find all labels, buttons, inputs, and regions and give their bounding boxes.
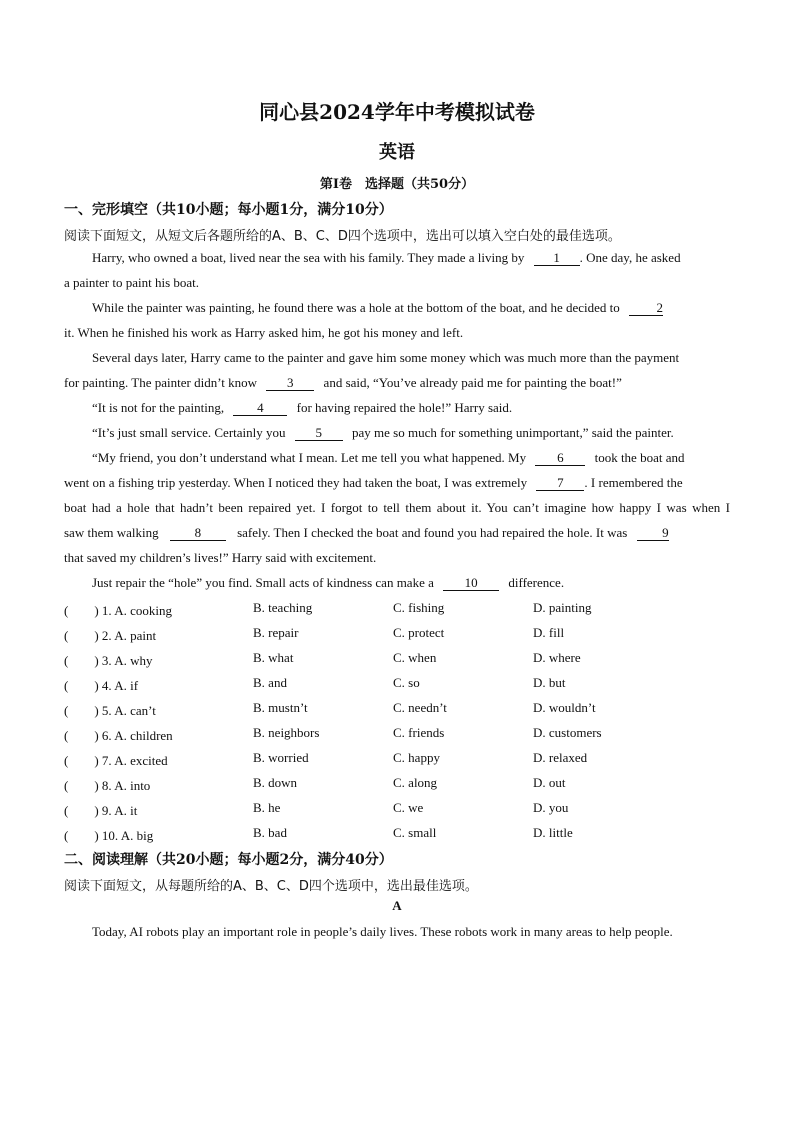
text: While the painter was painting, he found there was a hole at the bottom of the boat, and he decided to <box>92 300 620 315</box>
option-a[interactable]: ( ) 7. A. excited <box>64 753 168 768</box>
paragraph-line: it. When he finished his work as Harry asked him, he got his money and left. <box>64 325 464 340</box>
option-b[interactable]: B. repair <box>253 625 299 640</box>
option-row <box>64 600 744 618</box>
blank-9[interactable]: 9 <box>637 526 669 541</box>
option-d[interactable]: D. where <box>533 650 581 665</box>
option-row <box>64 825 744 843</box>
part-title: 第Ⅰ卷 选择题（共50分） <box>319 177 475 192</box>
option-d[interactable]: D. customers <box>533 725 602 740</box>
option-c[interactable]: C. small <box>393 825 437 840</box>
option-c[interactable]: C. fishing <box>393 600 445 615</box>
option-d[interactable]: D. but <box>533 675 566 690</box>
text: “My friend, you don’t understand what I mean. Let me tell you what happened. My <box>92 450 527 465</box>
option-row <box>64 775 744 793</box>
option-c[interactable]: C. protect <box>393 625 445 640</box>
blank-1[interactable]: 1 <box>534 251 580 266</box>
text: went on a fishing trip yesterday. When I noticed they had taken the boat, I was extremely <box>64 475 528 490</box>
text: for painting. The painter didn’t know <box>64 375 258 390</box>
option-row <box>64 625 744 643</box>
option-b[interactable]: B. what <box>253 650 294 665</box>
blank-6[interactable]: 6 <box>535 451 585 466</box>
option-c[interactable]: C. along <box>393 775 438 790</box>
option-b[interactable]: B. he <box>253 800 281 815</box>
option-d[interactable]: D. fill <box>533 625 565 640</box>
option-a[interactable]: ( ) 2. A. paint <box>64 628 157 643</box>
option-c[interactable]: C. needn’t <box>393 700 447 715</box>
option-c[interactable]: C. happy <box>393 750 440 765</box>
text: Just repair the “hole” you find. Small acts of kindness can make a <box>92 575 434 590</box>
text: Harry, who owned a boat, lived near the sea with his family. They made a living by <box>92 250 525 265</box>
blank-7[interactable]: 7 <box>536 476 584 491</box>
paragraph-line <box>92 425 730 441</box>
option-a[interactable]: ( ) 5. A. can’t <box>64 703 156 718</box>
option-c[interactable]: C. so <box>393 675 420 690</box>
text: difference. <box>508 575 565 590</box>
paragraph-line <box>92 450 730 466</box>
option-d[interactable]: D. painting <box>533 600 592 615</box>
paragraph-line <box>92 575 730 591</box>
text: pay me so much for something unimportant,” said the painter. <box>352 425 674 440</box>
text: for having repaired the hole!” Harry said. <box>296 400 513 415</box>
option-a[interactable]: ( ) 10. A. big <box>64 828 154 843</box>
paragraph-line: Today, AI robots play an important role in people’s daily lives. These robots work in many areas to help people. <box>92 924 673 939</box>
option-b[interactable]: B. teaching <box>253 600 313 615</box>
paragraph-line <box>64 475 730 491</box>
option-a[interactable]: ( ) 8. A. into <box>64 778 151 793</box>
option-b[interactable]: B. worried <box>253 750 309 765</box>
paragraph-line <box>64 525 730 541</box>
section-heading-cloze: 一、完形填空（共10小题；每小题1分，满分10分） <box>64 202 393 218</box>
text: . I remembered the <box>584 475 683 490</box>
option-b[interactable]: B. neighbors <box>253 725 320 740</box>
option-c[interactable]: C. we <box>393 800 424 815</box>
option-d[interactable]: D. out <box>533 775 566 790</box>
text: safely. Then I checked the boat and found you had repaired the hole. It was <box>237 525 628 540</box>
blank-8[interactable]: 8 <box>170 526 226 541</box>
text: . One day, he asked <box>579 250 681 265</box>
subject-title: 英语 <box>379 142 415 163</box>
option-b[interactable]: B. and <box>253 675 287 690</box>
passage-label: A <box>392 898 402 913</box>
text: and said, “You’ve already paid me for painting the boat!” <box>323 375 622 390</box>
paragraph-line <box>92 400 730 416</box>
option-b[interactable]: B. bad <box>253 825 287 840</box>
section-instruction-cloze: 阅读下面短文，从短文后各题所给的A、B、C、D四个选项中，选出可以填入空白处的最佳选项。 <box>64 229 621 244</box>
option-a[interactable]: ( ) 3. A. why <box>64 653 153 668</box>
option-c[interactable]: C. friends <box>393 725 445 740</box>
text: saw them walking <box>64 525 159 540</box>
option-d[interactable]: D. wouldn’t <box>533 700 596 715</box>
text: took the boat and <box>594 450 685 465</box>
option-a[interactable]: ( ) 9. A. it <box>64 803 138 818</box>
option-d[interactable]: D. relaxed <box>533 750 588 765</box>
text: “It is not for the painting, <box>92 400 225 415</box>
blank-4[interactable]: 4 <box>233 401 287 416</box>
option-row <box>64 675 744 693</box>
option-a[interactable]: ( ) 1. A. cooking <box>64 603 172 618</box>
blank-10[interactable]: 10 <box>443 576 499 591</box>
paragraph-line <box>92 300 730 316</box>
blank-3[interactable]: 3 <box>266 376 314 391</box>
text: “It’s just small service. Certainly you <box>92 425 286 440</box>
option-row <box>64 750 744 768</box>
paragraph-line <box>64 375 730 391</box>
paragraph-line: Several days later, Harry came to the painter and gave him some money which was much more than the payment <box>92 350 680 365</box>
paragraph-line: that saved my children’s lives!” Harry said with excitement. <box>64 550 377 565</box>
option-row <box>64 800 744 818</box>
option-b[interactable]: B. mustn’t <box>253 700 308 715</box>
paragraph-line: boat had a hole that hadn’t been repaired yet. I forgot to tell them about it. You can’t imagine how happy I was when I <box>64 500 730 515</box>
blank-2[interactable]: 2 <box>629 301 663 316</box>
option-b[interactable]: B. down <box>253 775 298 790</box>
option-row <box>64 700 744 718</box>
page-title: 同心县2024学年中考模拟试卷 <box>259 100 535 124</box>
section-instruction-reading: 阅读下面短文，从每题所给的A、B、C、D四个选项中，选出最佳选项。 <box>64 879 478 894</box>
section-heading-reading: 二、阅读理解（共20小题；每小题2分，满分40分） <box>64 852 393 868</box>
option-a[interactable]: ( ) 4. A. if <box>64 678 139 693</box>
option-d[interactable]: D. you <box>533 800 569 815</box>
paragraph-line: a painter to paint his boat. <box>64 275 200 290</box>
option-c[interactable]: C. when <box>393 650 437 665</box>
option-a[interactable]: ( ) 6. A. children <box>64 728 173 743</box>
option-row <box>64 650 744 668</box>
paragraph-line <box>92 250 730 266</box>
option-row <box>64 725 744 743</box>
option-d[interactable]: D. little <box>533 825 573 840</box>
blank-5[interactable]: 5 <box>295 426 343 441</box>
